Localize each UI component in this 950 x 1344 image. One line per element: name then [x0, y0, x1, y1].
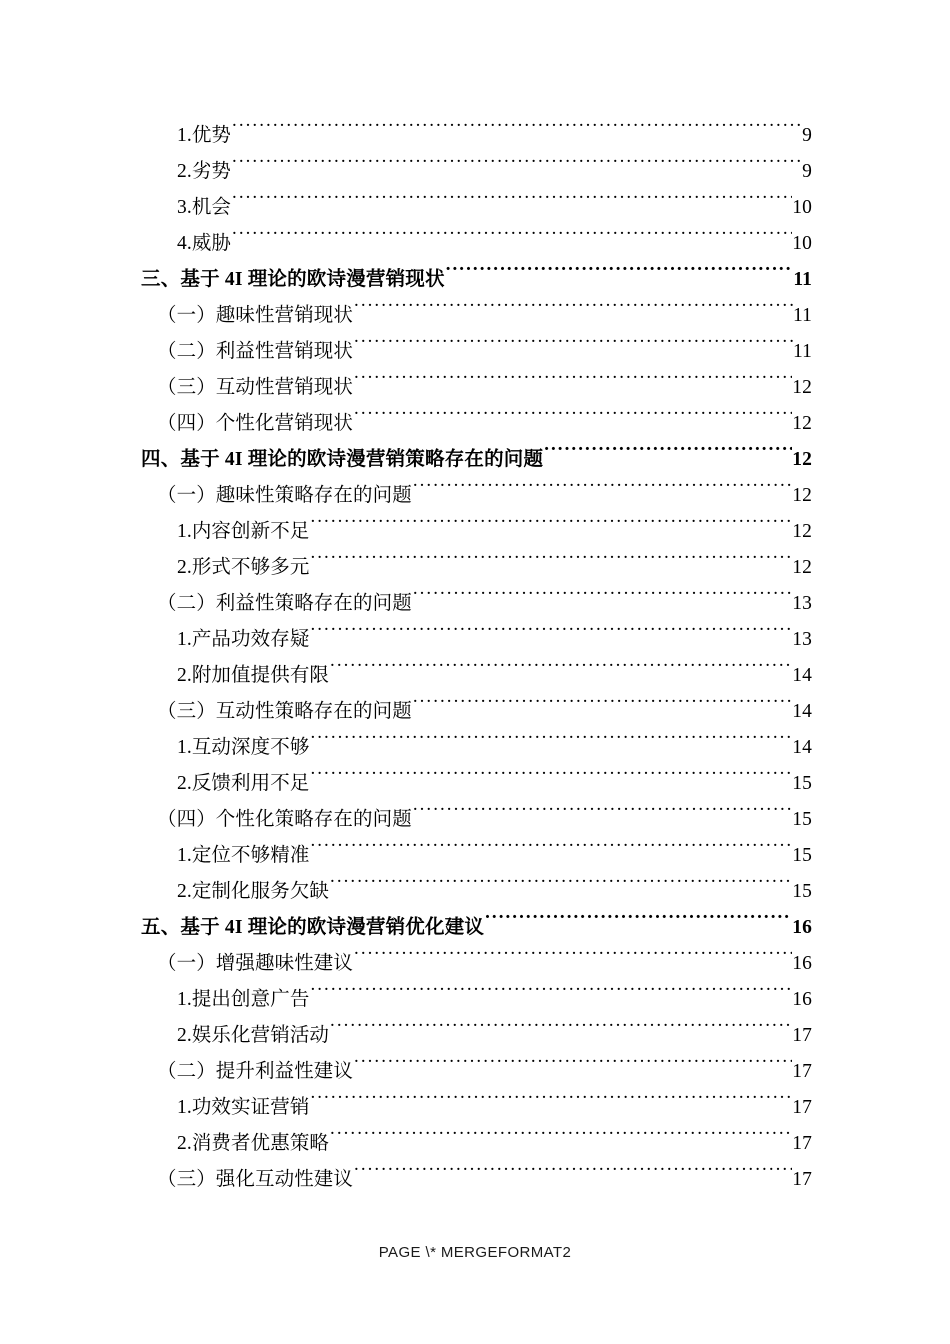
- toc-dot-leader: [330, 662, 792, 682]
- toc-entry-label: 2.反馈利用不足: [177, 773, 310, 794]
- toc-dot-leader: [310, 1094, 792, 1114]
- toc-entry[interactable]: [177, 766, 812, 802]
- toc-page-number: 15: [792, 881, 812, 902]
- toc-entry-label: 2.劣势: [177, 161, 232, 182]
- toc-entry[interactable]: [177, 1126, 812, 1162]
- toc-page-number: 17: [792, 1061, 812, 1082]
- toc-entry-label: （一）趣味性策略存在的问题: [157, 485, 412, 506]
- toc-page-number: 15: [792, 809, 812, 830]
- toc-entry[interactable]: [177, 190, 812, 226]
- toc-dot-leader: [310, 986, 792, 1006]
- toc-dot-leader: [485, 914, 792, 934]
- toc-dot-leader: [413, 482, 792, 502]
- toc-entry[interactable]: [157, 802, 812, 838]
- toc-page-number: 12: [792, 377, 812, 398]
- toc-page-number: 10: [792, 233, 812, 254]
- toc-dot-leader: [310, 842, 792, 862]
- toc-entry[interactable]: [157, 586, 812, 622]
- toc-dot-leader: [354, 410, 792, 430]
- toc-page-number: 16: [792, 917, 812, 938]
- toc-entry[interactable]: [157, 478, 812, 514]
- toc-entry-label: 1.定位不够精准: [177, 845, 310, 866]
- toc-entry[interactable]: [177, 118, 812, 154]
- toc-entry[interactable]: [177, 730, 812, 766]
- toc-page-number: 11: [793, 341, 812, 362]
- toc-dot-leader: [310, 554, 792, 574]
- toc-entry[interactable]: [177, 1018, 812, 1054]
- toc-page-number: 10: [792, 197, 812, 218]
- toc-dot-leader: [330, 1130, 792, 1150]
- toc-entry[interactable]: [157, 370, 812, 406]
- toc-page-number: 15: [792, 773, 812, 794]
- toc-page-number: 16: [792, 989, 812, 1010]
- toc-entry[interactable]: [141, 910, 812, 946]
- toc-page-number: 11: [793, 305, 812, 326]
- toc-entry[interactable]: [177, 514, 812, 550]
- toc-entry[interactable]: [157, 406, 812, 442]
- toc-page-number: 17: [792, 1133, 812, 1154]
- toc-page-number: 16: [792, 953, 812, 974]
- toc-entry[interactable]: [177, 1090, 812, 1126]
- toc-entry-label: 2.附加值提供有限: [177, 665, 330, 686]
- toc-entry-label: 2.消费者优惠策略: [177, 1133, 330, 1154]
- toc-entry[interactable]: [177, 658, 812, 694]
- toc-page-number: 14: [792, 665, 812, 686]
- toc-dot-leader: [354, 302, 793, 322]
- toc-page-number: 9: [802, 161, 812, 182]
- toc-dot-leader: [330, 878, 792, 898]
- toc-dot-leader: [354, 950, 792, 970]
- toc-entry[interactable]: [177, 838, 812, 874]
- toc-entry[interactable]: [157, 946, 812, 982]
- toc-entry-label: 1.提出创意广告: [177, 989, 310, 1010]
- toc-entry-label: 3.机会: [177, 197, 232, 218]
- toc-page-number: 15: [792, 845, 812, 866]
- toc-dot-leader: [413, 698, 792, 718]
- toc-page-number: 12: [792, 521, 812, 542]
- toc-dot-leader: [354, 1166, 792, 1186]
- toc-dot-leader: [354, 338, 793, 358]
- toc-entry-label: （四）个性化策略存在的问题: [157, 809, 412, 830]
- toc-entry-label: 2.娱乐化营销活动: [177, 1025, 330, 1046]
- toc-entry-label: （三）互动性营销现状: [157, 377, 354, 398]
- toc-dot-leader: [544, 446, 792, 466]
- toc-page-number: 12: [792, 485, 812, 506]
- toc-entry-label: 1.功效实证营销: [177, 1097, 310, 1118]
- toc-dot-leader: [310, 626, 792, 646]
- toc-entry[interactable]: [157, 334, 812, 370]
- toc-entry[interactable]: [141, 442, 812, 478]
- toc-entry[interactable]: [157, 1054, 812, 1090]
- toc-entry-label: （一）增强趣味性建议: [157, 953, 354, 974]
- toc-entry-label: （一）趣味性营销现状: [157, 305, 354, 326]
- toc-entry-label: 1.内容创新不足: [177, 521, 310, 542]
- toc-page-number: 14: [792, 737, 812, 758]
- toc-entry-label: 五、基于 4I 理论的欧诗漫营销优化建议: [141, 917, 485, 938]
- toc-page-number: 13: [792, 593, 812, 614]
- toc-entry[interactable]: [177, 874, 812, 910]
- toc-dot-leader: [310, 518, 792, 538]
- toc-page-number: 12: [792, 557, 812, 578]
- table-of-contents: [141, 118, 812, 1198]
- toc-entry-label: （二）提升利益性建议: [157, 1061, 354, 1082]
- toc-dot-leader: [413, 806, 792, 826]
- toc-page-number: 12: [792, 413, 812, 434]
- toc-page-number: 9: [802, 125, 812, 146]
- toc-entry-label: （三）强化互动性建议: [157, 1169, 354, 1190]
- toc-entry-label: 1.互动深度不够: [177, 737, 310, 758]
- toc-entry[interactable]: [157, 298, 812, 334]
- toc-dot-leader: [310, 770, 792, 790]
- toc-page-number: 14: [792, 701, 812, 722]
- toc-dot-leader: [232, 122, 802, 142]
- toc-entry-label: （三）互动性策略存在的问题: [157, 701, 412, 722]
- toc-entry[interactable]: [157, 694, 812, 730]
- toc-dot-leader: [413, 590, 792, 610]
- toc-dot-leader: [446, 266, 794, 286]
- toc-page-number: 11: [793, 269, 812, 290]
- toc-page-number: 17: [792, 1025, 812, 1046]
- toc-entry-label: 四、基于 4I 理论的欧诗漫营销策略存在的问题: [141, 449, 544, 470]
- toc-dot-leader: [354, 1058, 792, 1078]
- toc-entry[interactable]: [177, 550, 812, 586]
- toc-entry-label: 1.优势: [177, 125, 232, 146]
- toc-entry[interactable]: [177, 226, 812, 262]
- toc-entry-label: （二）利益性营销现状: [157, 341, 354, 362]
- toc-page-number: 17: [792, 1097, 812, 1118]
- toc-dot-leader: [232, 158, 802, 178]
- toc-dot-leader: [310, 734, 792, 754]
- toc-dot-leader: [232, 230, 792, 250]
- toc-page-number: 12: [792, 449, 812, 470]
- toc-dot-leader: [330, 1022, 792, 1042]
- toc-entry[interactable]: [177, 154, 812, 190]
- toc-entry[interactable]: [177, 982, 812, 1018]
- toc-dot-leader: [354, 374, 792, 394]
- page-footer: PAGE \* MERGEFORMAT2: [378, 1244, 572, 1261]
- toc-entry[interactable]: [141, 262, 812, 298]
- toc-entry-label: 1.产品功效存疑: [177, 629, 310, 650]
- toc-entry[interactable]: [177, 622, 812, 658]
- toc-page-number: 13: [792, 629, 812, 650]
- toc-entry-label: 2.形式不够多元: [177, 557, 310, 578]
- toc-entry-label: （四）个性化营销现状: [157, 413, 354, 434]
- toc-page-number: 17: [792, 1169, 812, 1190]
- toc-entry-label: 三、基于 4I 理论的欧诗漫营销现状: [141, 269, 445, 290]
- toc-entry-label: 4.威胁: [177, 233, 232, 254]
- toc-entry[interactable]: [157, 1162, 812, 1198]
- toc-entry-label: 2.定制化服务欠缺: [177, 881, 330, 902]
- toc-entry-label: （二）利益性策略存在的问题: [157, 593, 412, 614]
- toc-dot-leader: [232, 194, 792, 214]
